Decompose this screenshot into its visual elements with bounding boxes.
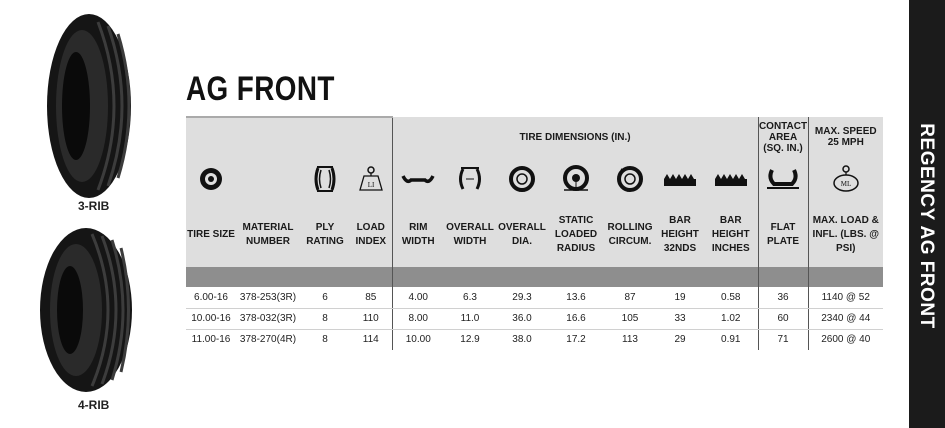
- static-loaded-radius-icon: [562, 165, 590, 196]
- cell-material-number: 378-032(3R): [236, 308, 300, 329]
- table-row: [186, 287, 883, 308]
- cell-overall-width: 6.3: [444, 287, 496, 308]
- cell-overall-width: 12.9: [444, 329, 496, 350]
- tire-3-rib-image: [44, 12, 134, 200]
- table-row: [186, 308, 883, 329]
- cell-rim-width: 8.00: [392, 308, 444, 329]
- cell-load-index: 110: [350, 308, 392, 329]
- group-header-max-speed: MAX. SPEED 25 MPH: [808, 117, 883, 157]
- cell-material-number: 378-253(3R): [236, 287, 300, 308]
- col-rim-width: RIM WIDTH: [392, 203, 444, 267]
- tire-size-icon: [199, 167, 223, 194]
- tire-4-rib-image: [36, 226, 136, 394]
- col-tire-size: TIRE SIZE: [186, 203, 236, 267]
- cell-load-index: 114: [350, 329, 392, 350]
- col-overall-width: OVERALL WIDTH: [444, 203, 496, 267]
- group-header-contact-area: CONTACT AREA (SQ. IN.): [758, 117, 808, 157]
- cell-overall-dia: 36.0: [496, 308, 548, 329]
- col-overall-dia: OVERALL DIA.: [496, 203, 548, 267]
- cell-bar-height-inches: 0.58: [704, 287, 758, 308]
- cell-static-loaded-radius: 13.6: [548, 287, 604, 308]
- group-header-tire-dimensions: TIRE DIMENSIONS (IN.): [392, 117, 758, 157]
- ply-rating-icon: [312, 164, 338, 197]
- max-load-icon: [832, 164, 860, 197]
- overall-dia-icon: [509, 166, 535, 195]
- cell-rolling-circum: 87: [604, 287, 656, 308]
- spec-table: [186, 116, 883, 350]
- cell-bar-height-inches: 0.91: [704, 329, 758, 350]
- cell-max-load: 1140 @ 52: [808, 287, 883, 308]
- bar-height-32nds-icon: [663, 170, 697, 191]
- cell-tire-size: 11.00-16: [186, 329, 236, 350]
- col-ply-rating: PLY RATING: [300, 203, 350, 267]
- svg-text:LI: LI: [367, 180, 375, 189]
- tire-3-rib-label: 3-RIB: [78, 199, 110, 213]
- cell-flat-plate: 60: [758, 308, 808, 329]
- col-bar-height-inches: BAR HEIGHT INCHES: [704, 203, 758, 267]
- col-material-number: MATERIAL NUMBER: [236, 203, 300, 267]
- cell-rolling-circum: 113: [604, 329, 656, 350]
- cell-material-number: 378-270(4R): [236, 329, 300, 350]
- side-banner-text: REGENCY AG FRONT: [916, 123, 937, 329]
- cell-overall-dia: 29.3: [496, 287, 548, 308]
- cell-ply-rating: 6: [300, 287, 350, 308]
- page-title: AG FRONT: [186, 70, 335, 108]
- flat-plate-icon: [766, 168, 800, 193]
- icon-row: [186, 157, 883, 203]
- col-flat-plate: FLAT PLATE: [758, 203, 808, 267]
- cell-rim-width: 10.00: [392, 329, 444, 350]
- cell-overall-dia: 38.0: [496, 329, 548, 350]
- col-static-loaded-radius: STATIC LOADED RADIUS: [548, 203, 604, 267]
- cell-ply-rating: 8: [300, 308, 350, 329]
- header-divider-band: [186, 267, 883, 287]
- rim-width-icon: [401, 170, 435, 191]
- rolling-circum-icon: [617, 166, 643, 195]
- group-header-row: [186, 117, 883, 157]
- tire-4-rib-label: 4-RIB: [78, 398, 110, 412]
- cell-max-load: 2600 @ 40: [808, 329, 883, 350]
- bar-height-inches-icon: [714, 170, 748, 191]
- cell-rolling-circum: 105: [604, 308, 656, 329]
- group-header-blank: [186, 117, 392, 157]
- cell-ply-rating: 8: [300, 329, 350, 350]
- cell-tire-size: 10.00-16: [186, 308, 236, 329]
- cell-bar-height-32nds: 29: [656, 329, 704, 350]
- cell-bar-height-32nds: 33: [656, 308, 704, 329]
- col-max-load: MAX. LOAD & INFL. (LBS. @ PSI): [808, 203, 883, 267]
- cell-bar-height-32nds: 19: [656, 287, 704, 308]
- cell-static-loaded-radius: 17.2: [548, 329, 604, 350]
- cell-rim-width: 4.00: [392, 287, 444, 308]
- svg-text:ML: ML: [840, 179, 852, 188]
- load-index-icon: [359, 165, 383, 196]
- col-load-index: LOAD INDEX: [350, 203, 392, 267]
- cell-static-loaded-radius: 16.6: [548, 308, 604, 329]
- col-rolling-circum: ROLLING CIRCUM.: [604, 203, 656, 267]
- cell-tire-size: 6.00-16: [186, 287, 236, 308]
- column-header-row: [186, 203, 883, 267]
- cell-bar-height-inches: 1.02: [704, 308, 758, 329]
- table-row: [186, 329, 883, 350]
- cell-overall-width: 11.0: [444, 308, 496, 329]
- overall-width-icon: [458, 165, 482, 196]
- cell-max-load: 2340 @ 44: [808, 308, 883, 329]
- cell-load-index: 85: [350, 287, 392, 308]
- cell-flat-plate: 71: [758, 329, 808, 350]
- cell-flat-plate: 36: [758, 287, 808, 308]
- col-bar-height-32nds: BAR HEIGHT 32NDS: [656, 203, 704, 267]
